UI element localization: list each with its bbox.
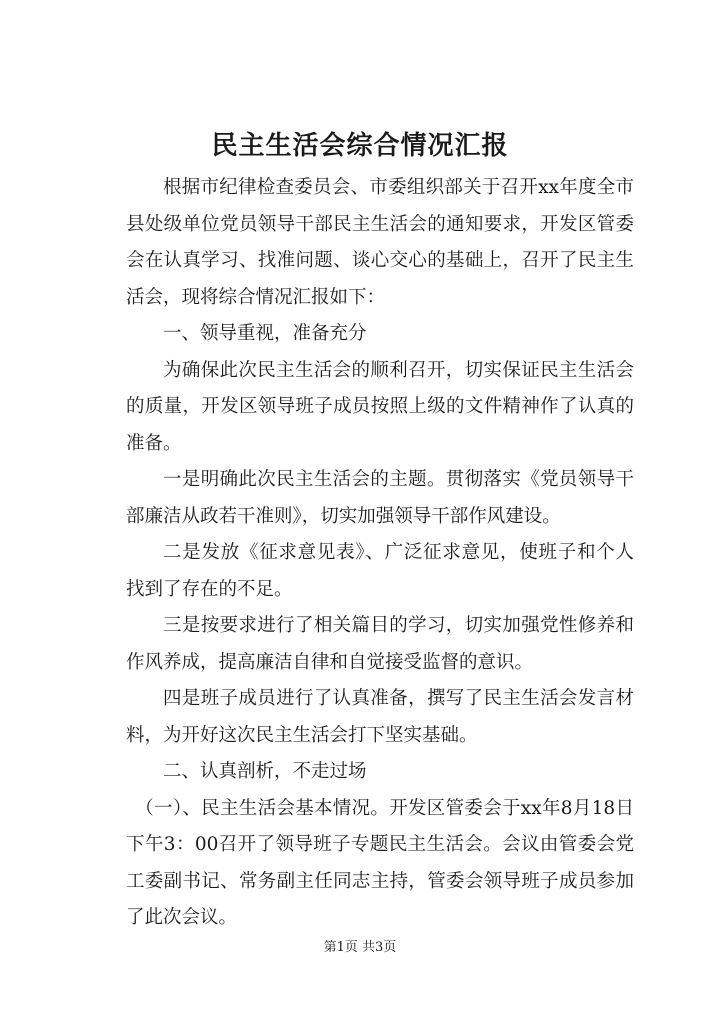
paragraph: 为确保此次民主生活会的顺利召开，切实保证民主生活会的质量，开发区领导班子成员按照上级的文件精神作了认真的准备。 xyxy=(126,359,634,454)
paragraph: 一是明确此次民主生活会的主题。贯彻落实《党员领导干部廉洁从政若干准则》，切实加强领导干部作风建设。 xyxy=(126,469,634,527)
paragraph: 四是班子成员进行了认真准备，撰写了民主生活会发言材料，为开好这次民主生活会打下坚实基础。 xyxy=(126,688,634,746)
document-body xyxy=(126,170,634,937)
intro-paragraph: 根据市纪律检查委员会、市委组织部关于召开xx年度全市县处级单位党员领导干部民主生活会的通知要求，开发区管委会在认真学习、找准问题、谈心交心的基础上，召开了民主生活会，现将综合情况汇报如下： xyxy=(126,177,634,308)
paragraph: 二是发放《征求意见表》、广泛征求意见，使班子和个人找到了存在的不足。 xyxy=(126,542,634,600)
paragraph: （一）、民主生活会基本情况。开发区管委会于xx年8月18日下午3：00召开了领导班子专题民主生活会。会议由管委会党工委副书记、常务副主任同志主持，管委会领导班子成员参加了此次会议。 xyxy=(126,797,634,928)
paragraph: 三是按要求进行了相关篇目的学习，切实加强党性修养和作风养成，提高廉洁自律和自觉接受监督的意识。 xyxy=(126,615,634,673)
page-number-footer: 第1页 共3页 xyxy=(323,940,397,955)
document-title: 民主生活会综合情况汇报 xyxy=(211,131,509,161)
section-heading-2: 二、认真剖析，不走过场 xyxy=(163,761,367,782)
section-heading-1: 一、领导重视，准备充分 xyxy=(163,323,367,344)
